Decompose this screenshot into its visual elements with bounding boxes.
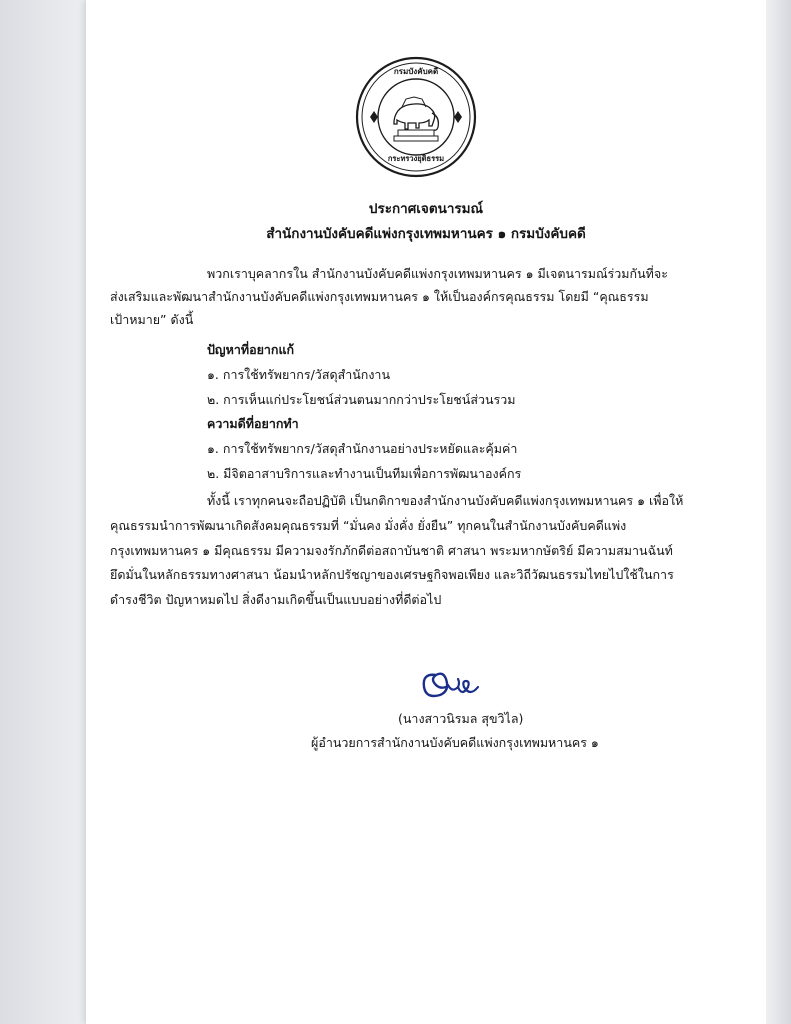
closing-line-3: กรุงเทพมหานคร ๑ มีคุณธรรม มีความจงรักภักดีต่อสถาบันชาติ ศาสนา พระมหากษัตริย์ มีความสมานฉันท์ (110, 543, 673, 558)
problem-item-2: ๒. การเห็นแก่ประโยชน์ส่วนตนมากกว่าประโยชน์ส่วนรวม (207, 392, 516, 407)
seal-bottom-text: กระทรวงยุติธรรม (387, 154, 445, 163)
problems-heading: ปัญหาที่อยากแก้ (207, 342, 295, 357)
intro-line-2: ส่งเสริมและพัฒนาสำนักงานบังคับคดีแพ่งกรุงเทพมหานคร ๑ ให้เป็นองค์กรคุณธรรม โดยมี “คุณธรรม (110, 289, 649, 304)
signatory-name: (นางสาวนิรมล สุขวิไล) (398, 711, 524, 726)
problem-item-1: ๑. การใช้ทรัพยากร/วัสดุสำนักงาน (207, 367, 390, 382)
seal-top-text: กรมบังคับคดี (393, 67, 439, 76)
intro-line-3: เป้าหมาย” ดังนี้ (110, 312, 194, 327)
closing-line-1: ทั้งนี้ เราทุกคนจะถือปฏิบัติ เป็นกติกาของสำนักงานบังคับคดีแพ่งกรุงเทพมหานคร ๑ เพื่อให้ (207, 493, 684, 508)
document-title: ประกาศเจตนารมณ์ (368, 201, 484, 217)
goods-heading: ความดีที่อยากทำ (207, 416, 299, 431)
good-item-1: ๑. การใช้ทรัพยากร/วัสดุสำนักงานอย่างประหยัดและคุ้มค่า (207, 441, 518, 456)
scan-margin-right (766, 0, 791, 1024)
signatory-position: ผู้อำนวยการสำนักงานบังคับคดีแพ่งกรุงเทพมหานคร ๑ (311, 735, 599, 750)
scan-margin-left (0, 0, 86, 1024)
closing-line-2: คุณธรรมนำการพัฒนาเกิดสังคมคุณธรรมที่ “มั่นคง มั่งคั่ง ยั่งยืน” ทุกคนในสำนักงานบังคับคดีแพ่ง (110, 518, 627, 533)
handwritten-signature (414, 655, 494, 705)
good-item-2: ๒. มีจิตอาสาบริการและทำงานเป็นทีมเพื่อการพัฒนาองค์กร (207, 466, 522, 481)
document-subtitle: สำนักงานบังคับคดีแพ่งกรุงเทพมหานคร ๑ กรมบังคับคดี (266, 226, 586, 242)
closing-line-4: ยึดมั่นในหลักธรรมทางศาสนา น้อมนำหลักปรัชญาของเศรษฐกิจพอเพียง และวิถีวัฒนธรรมไทยไปใช้ในการ (110, 567, 674, 582)
intro-line-1: พวกเราบุคลากรใน สำนักงานบังคับคดีแพ่งกรุงเทพมหานคร ๑ มีเจตนารมณ์ร่วมกันที่จะ (207, 266, 668, 281)
closing-line-5: ดำรงชีวิต ปัญหาหมดไป สิ่งดีงามเกิดขึ้นเป็นแบบอย่างที่ดีต่อไป (110, 592, 442, 607)
